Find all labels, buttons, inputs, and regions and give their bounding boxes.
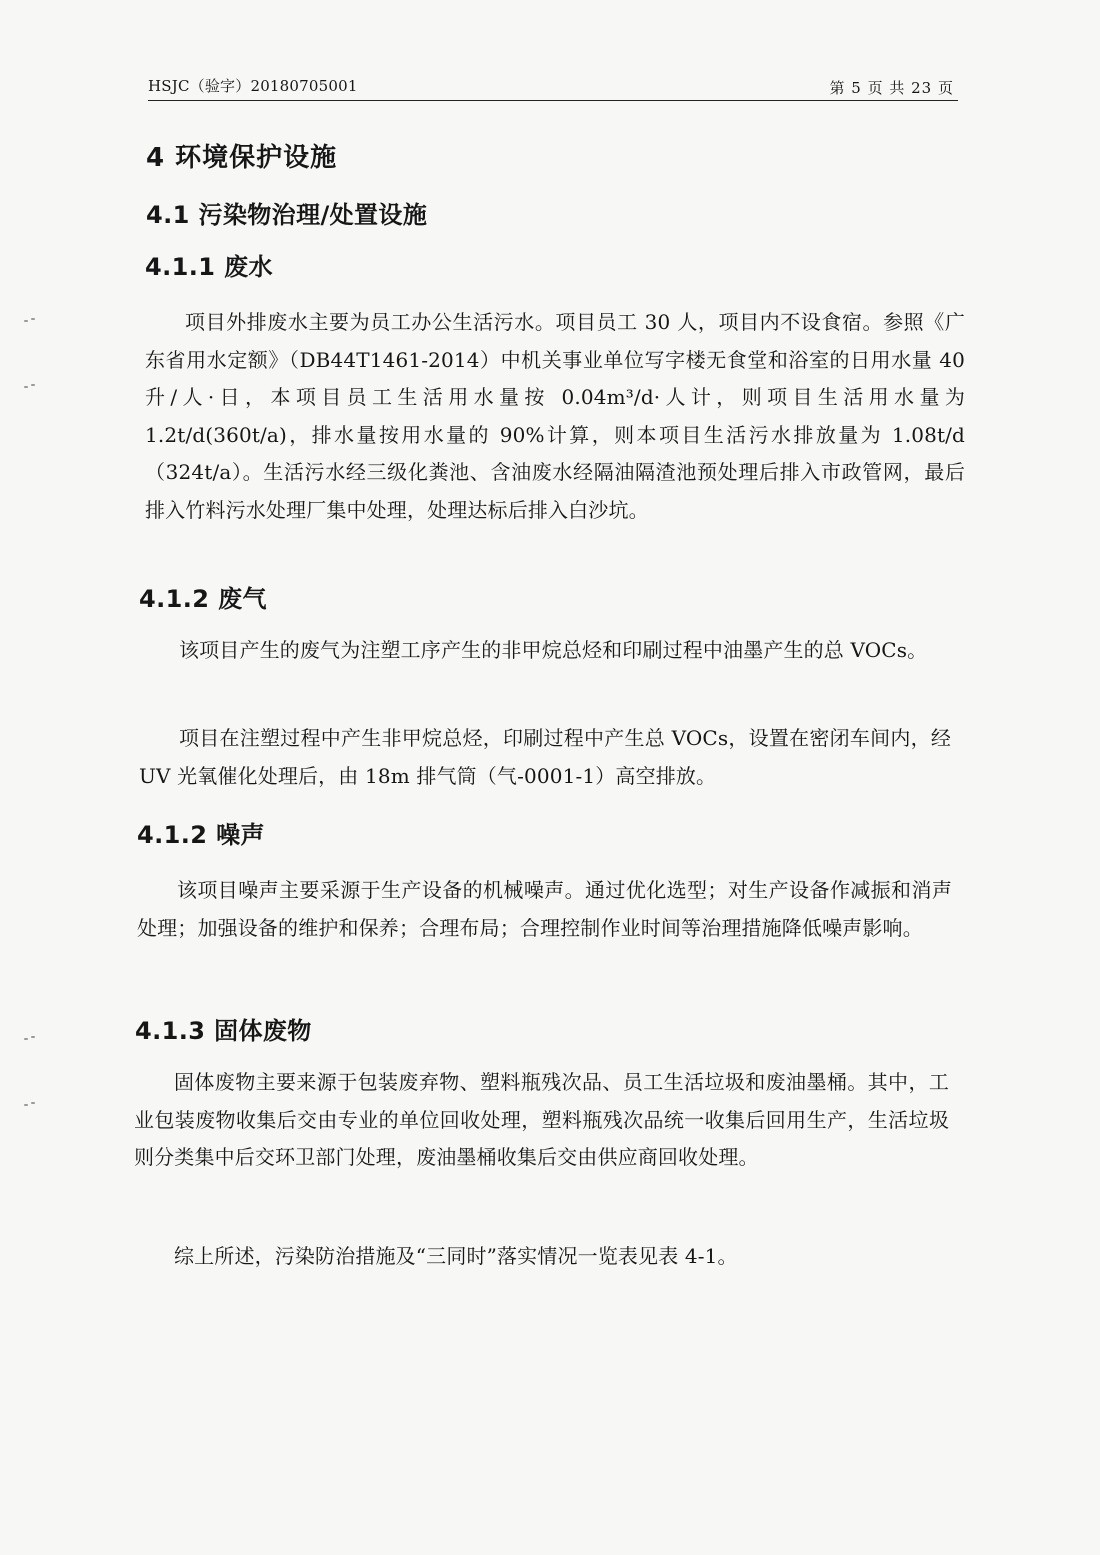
solid-waste-paragraph: 固体废物主要来源于包装废弃物、塑料瓶残次品、员工生活垃圾和废油墨桶。其中，工业包装废物收集后交由专业的单位回收处理，塑料瓶残次品统一收集后回用生产，生活垃圾则分类集中后交环卫部门处理，废油墨桶收集后交由供应商回收处理。 [134, 1070, 949, 1169]
wastewater-paragraph: 项目外排废水主要为员工办公生活污水。项目员工 30 人，项目内不设食宿。参照《广东省用水定额》（DB44T1461-2014）中机关事业单位写字楼无食堂和浴室的日用水量 40 升/人·日，本项目员工生活用水量按 0.04m³/d·人计，则项目生活用水量为 1.2t/d(360t/a)，排水量按用水量的 90%计算，则本项目生活污水排放量为 1.08t/d（324t/a）。生活污水经三级化粪池、含油废水经隔油隔渣池预处理后排入市政管网，最后排入竹料污水处理厂集中处理，处理达标后排入白沙坑。 [145, 310, 965, 522]
waste-gas-paragraph-1: 该项目产生的废气为注塑工序产生的非甲烷总烃和印刷过程中油墨产生的总 VOCs。 [179, 638, 928, 662]
waste-gas-title: 4.1.2 废气 [139, 585, 267, 613]
document-id: HSJC（验字）20180705001 [148, 77, 358, 95]
wastewater-title: 4.1.1 废水 [145, 253, 273, 281]
noise-title: 4.1.2 噪声 [137, 821, 265, 849]
subsection-title: 4.1 污染物治理/处置设施 [146, 201, 428, 229]
summary-paragraph: 综上所述，污染防治措施及“三同时”落实情况一览表见表 4-1。 [174, 1244, 738, 1268]
section-title: 4 环境保护设施 [146, 143, 338, 173]
waste-gas-paragraph-2: 项目在注塑过程中产生非甲烷总烃，印刷过程中产生总 VOCs，设置在密闭车间内，经 UV 光氧催化处理后，由 18m 排气筒（气-0001-1）高空排放。 [139, 726, 951, 788]
noise-paragraph: 该项目噪声主要采源于生产设备的机械噪声。通过优化选型；对生产设备作减振和消声处理；加强设备的维护和保养；合理布局；合理控制作业时间等治理措施降低噪声影响。 [137, 878, 952, 940]
page-number: 第 5 页 共 23 页 [829, 79, 954, 97]
solid-waste-title: 4.1.3 固体废物 [135, 1017, 312, 1045]
